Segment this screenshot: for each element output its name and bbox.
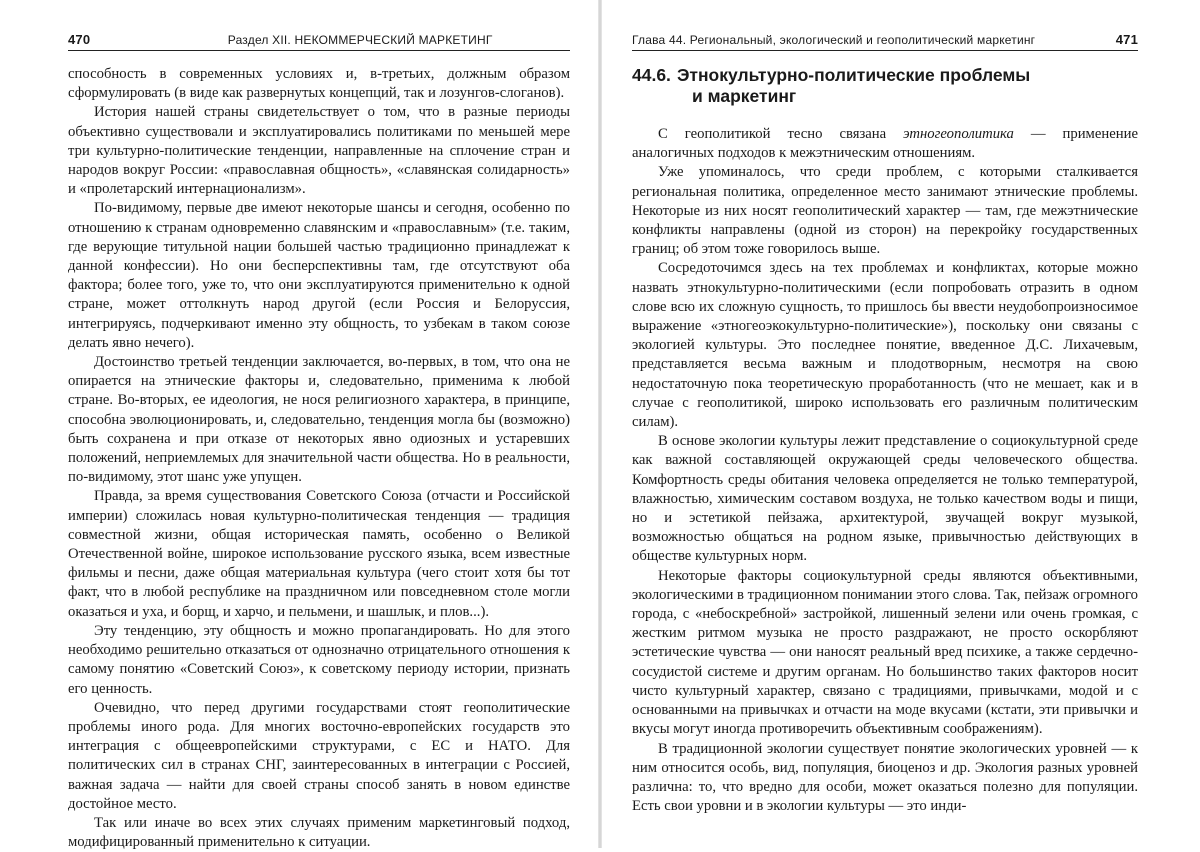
right-page bbox=[600, 0, 1200, 848]
paragraph: Уже упоминалось, что среди проблем, с которыми сталкивается региональная политика, определенное место занимают этнические проблемы. Некоторые из них носят геополитический характер — там, где межэтнические конфликты направлены (одной из сторон) на перекройку государственных границ; об этом тоже говорилось выше. bbox=[632, 164, 1138, 258]
paragraph: В традиционной экологии существует понятие экологических уровней — к ним относится особь, вид, популяция, биоценоз и др. Экология разных уровней различна: то, что вредно для особи, может оказаться полезно для популяции. Есть свои уровни и в экологии культуры — это инди- bbox=[632, 740, 1138, 815]
paragraph: В основе экологии культуры лежит представление о социокультурной среде как важной составляющей окружающей среды человеческого общества. Комфортность среды обитания человека определяется не только температурой, влажностью, химическим составом воздуха, не только качеством воды и пищи, но и эстетикой пейзажа, архитектурой, звучащей вокруг музыкой, возможностью общаться на родном языке, привычностью действующих в обществе культурных норм. bbox=[632, 433, 1138, 565]
intro-text-end: — применение аналогичных подходов к межэтническим отношениям. bbox=[632, 126, 1138, 162]
left-page bbox=[0, 0, 600, 851]
running-head-title-left: Раздел XII. НЕКОММЕРЧЕСКИЙ МАРКЕТИНГ bbox=[227, 33, 493, 47]
paragraph: Правда, за время существования Советского Союза (отчасти и Российской империи) сложилась новая культурно-политическая тенденция — традиция совместной жизни, общая историческая память, особенно о Великой Отечественной войне, широкое использование русского языка, всем известные фильмы и песни, даже общая материальная культура (чего стоит хотя бы тот факт, что в любой республике на праздничном или повседневном столе могли оказаться и уха, и борщ, и харчо, и пельмени, и шашлык, и плов...). bbox=[68, 488, 570, 620]
section-title-line1: Этнокультурно-политические проблемы bbox=[676, 65, 1031, 85]
paragraph: По-видимому, первые две имеют некоторые шансы и сегодня, особенно по отношению к странам одновременно славянским и «православным» (т.е. таким, где верующие титульной нации большей частью традиционно принадлежат к данной конфессии). Но они бесперспективны там, где отсутствуют оба фактора; более того, уже то, что они эксплуатируются применительно к одной стране, может оттолкнуть народ другой (если Россия и Белоруссия, интегрируясь, подчеркивают именно эту общность, то узбекам в таком союзе делать явно нечего). bbox=[68, 200, 570, 351]
intro-text-start: С геополитикой тесно связана bbox=[658, 126, 904, 142]
running-head-right bbox=[632, 32, 1138, 51]
section-heading bbox=[632, 65, 1138, 107]
section-number: 44.6. bbox=[632, 65, 671, 85]
paragraph: Достоинство третьей тенденции заключается, во-первых, в том, что она не опирается на этнические факторы и, следовательно, применима к любой стране. Во-вторых, ее идеология, не нося религиозного характера, в принципе, способна эволюционировать, и, следовательно, тенденция могла бы (возможно) быть сохранена и при отказе от некоторых явно одиозных и устаревших положений, неприемлемых для значительной части общества. Но в реальности, по-видимому, этот шанс уже упущен. bbox=[68, 354, 570, 486]
running-head-left bbox=[68, 32, 570, 51]
paragraph: Так или иначе во всех этих случаях применим маркетинговый подход, модифицированный применительно к ситуации. bbox=[68, 814, 570, 851]
paragraph-intro bbox=[632, 125, 1138, 163]
page-number-right: 471 bbox=[1115, 32, 1138, 47]
intro-term-italic: этногеополитика bbox=[903, 126, 1014, 142]
paragraph: Очевидно, что перед другими государствами стоят геополитические проблемы иного рода. Для многих восточно-европейских государств это интеграция с общеевропейскими структурами, с ЕС и НАТО. Для политических сил в странах СНГ, заинтересованных в интеграции с Россией, важная задача — найти для своей страны способ занять в новом единстве достойное место. bbox=[68, 699, 570, 812]
paragraph: История нашей страны свидетельствует о том, что в разные периоды объективно существовали и эксплуатировались политиками по меньшей мере три культурно-политические тенденции, направленные на сплочение стран и народов вокруг России: «православная общность», «славянская солидарность» и «пролетарский интернационализм». bbox=[68, 104, 570, 198]
paragraph: Некоторые факторы социокультурной среды являются объективными, экологическими в традиционном понимании этого слова. Так, пейзаж огромного города, с «небоскребной» застройкой, лишенный зелени или очень громкая, с жестким ритмом музыка не просто раздражают, не просто оскорбляют эстетические чувства — они наносят реальный вред психике, а также сердечно-сосудистой системе и другим органам. Но большинство таких факторов носит чисто культурный характер, связано с традициями, привычками, модой и с основанными на привычках и отчасти на моде вкусами (кстати, эти привычки и вкусы могут иногда противоречить объективным соображениям). bbox=[632, 567, 1138, 738]
paragraph: способность в современных условиях и, в-третьих, должным образом сформулировать (в виде как развернутых концепций, так и лозунгов-слоганов). bbox=[68, 66, 570, 102]
running-head-title-right: Глава 44. Региональный, экологический и геополитический маркетинг bbox=[632, 33, 1036, 47]
paragraph: Сосредоточимся здесь на тех проблемах и конфликтах, которые можно назвать этнокультурно-политическими (если попробовать отразить в одном слове всю их сложную сущность, то пришлось бы ввести неудобопроизносимое выражение «этногеоэкокультурно-политические»), поскольку они связаны с экологией культуры. Это последнее понятие, введенное Д.С. Лихачевым, представляется весьма важным и плодотворным, несмотря на свою недостаточную пока теоретическую проработанность (что не мешает, как и в случае с геополитикой, широко использовать его различным политическим силам). bbox=[632, 260, 1138, 431]
page-number-left: 470 bbox=[68, 32, 91, 47]
paragraph: Эту тенденцию, эту общность и можно пропагандировать. Но для этого необходимо решительно отказаться от однозначно отрицательного отношения к самому понятию «Советский Союз», к советскому периоду истории, признать его ценность. bbox=[68, 622, 570, 697]
section-title-line2: и маркетинг bbox=[692, 86, 797, 106]
